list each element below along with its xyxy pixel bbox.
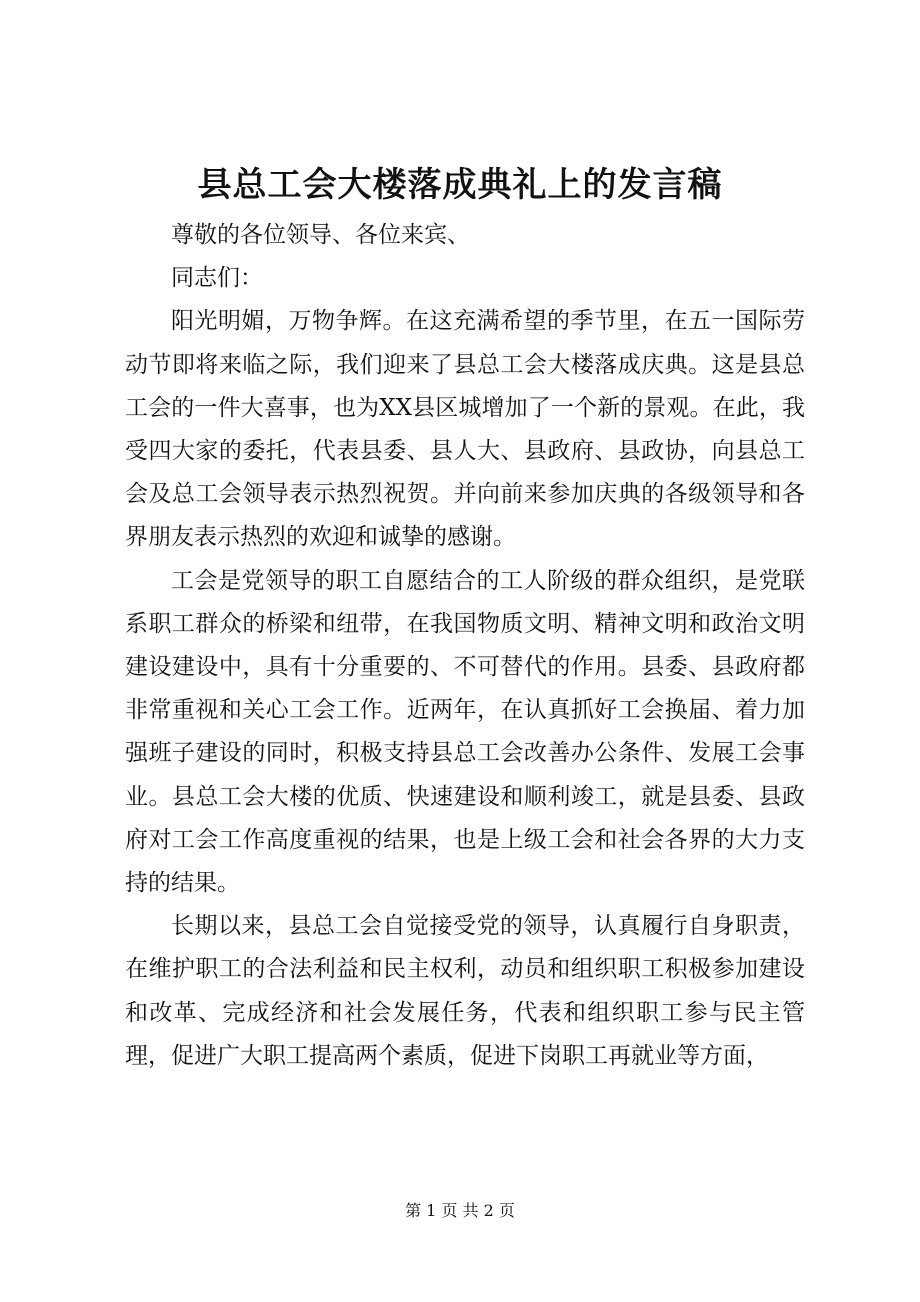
document-title: 县总工会大楼落成典礼上的发言稿 <box>197 165 723 205</box>
body-paragraph: 阳光明媚，万物争辉。在这充满希望的季节里，在五一国际劳动节即将来临之际，我们迎来了县总工会大楼落成庆典。这是县总工会的一件大喜事，也为XX县区城增加了一个新的景观。在此，我受四大家的委托，代表县委、县人大、县政府、县政协，向县总工会及总工会领导表示热烈祝贺。并向前来参加庆典的各级领导和各界朋友表示热烈的欢迎和诚挚的感谢。 <box>125 308 805 551</box>
document-body <box>125 214 805 1078</box>
salutation-line: 同志们： <box>171 265 263 292</box>
body-paragraph: 工会是党领导的职工自愿结合的工人阶级的群众组织，是党联系职工群众的桥梁和纽带，在我国物质文明、精神文明和政治文明建设建设中，具有十分重要的、不可替代的作用。县委、县政府都非常重视和关心工会工作。近两年，在认真抓好工会换届、着力加强班子建设的同时，积极支持县总工会改善办公条件、发展工会事业。县总工会大楼的优质、快速建设和顺利竣工，就是县委、县政府对工会工作高度重视的结果，也是上级工会和社会各界的大力支持的结果。 <box>125 567 805 897</box>
body-paragraph: 长期以来，县总工会自觉接受党的领导，认真履行自身职责，在维护职工的合法利益和民主权利，动员和组织职工积极参加建设和改革、完成经济和社会发展任务，代表和组织职工参与民主管理，促进广大职工提高两个素质，促进下岗职工再就业等方面， <box>125 913 805 1069</box>
greeting-line: 尊敬的各位领导、各位来宾、 <box>171 222 470 248</box>
page-number-footer: 第 1 页 共 2 页 <box>405 1201 515 1220</box>
